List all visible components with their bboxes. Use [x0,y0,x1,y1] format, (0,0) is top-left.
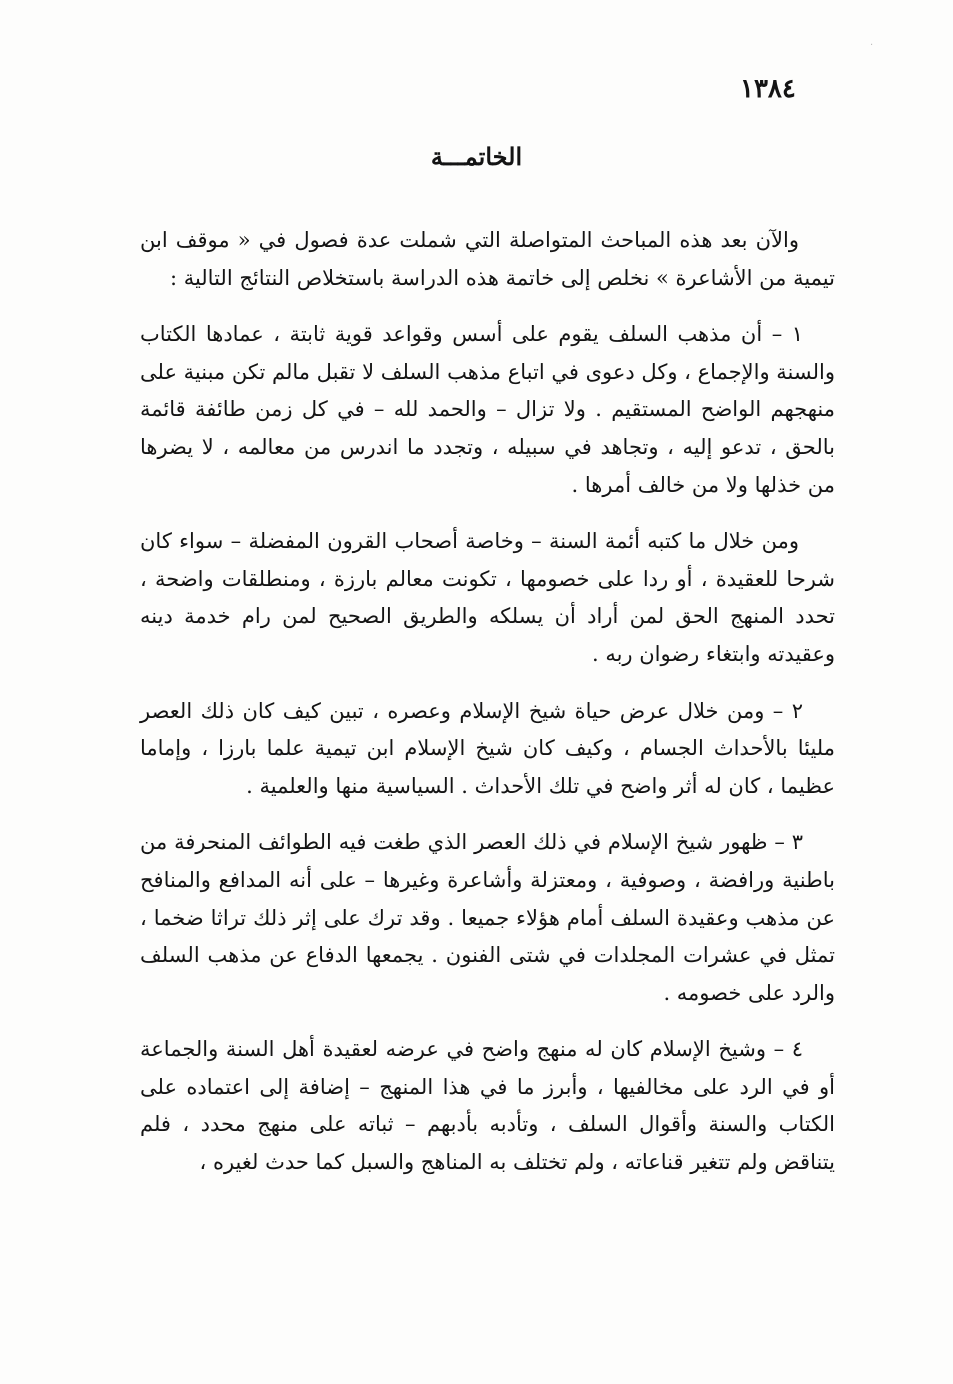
result-2-paragraph: ٢ – ومن خلال عرض حياة شيخ الإسلام وعصره ، تبين كيف كان ذلك العصر مليئا بالأحداث الجسام ، وكيف كان شيخ الإسلام ابن تيمية علما بارزا ، وإماما عظيما ، كان له أثر واضح في تلك الأحداث . السياسية منها والعلمية . [140,698,835,798]
result-1-continuation-paragraph: ومن خلال ما كتبه أئمة السنة – وخاصة أصحاب القرون المفضلة – سواء كان شرحا للعقيدة ، أو ردا على خصومها ، تكونت معالم بارزة ، ومنطلقات واضحة ، تحدد المنهج الحق لمن أراد أن يسلكه والطريق الصحيح لمن رام خدمة دينه وعقيدته وابتغاء رضوان ربه . [140,529,835,666]
result-4-paragraph: ٤ – وشيخ الإسلام كان له منهج واضح في عرضه لعقيدة أهل السنة والجماعة أو في الرد على مخالفيها ، وأبرز ما في هذا المنهج – إضافة إلى اعتماده على الكتاب والسنة وأقوال السلف ، وتأدبه بأدبهم – ثباته على منهج محدد ، فلم يتناقض ولم تتغير قناعاته ، ولم تختلف به المناهج والسبل كما حدث لغيره ، [140,1037,835,1175]
page-number: ١٣٨٤ [740,74,796,104]
chapter-title: الخاتمـــة [430,142,523,171]
result-1-paragraph: ١ – أن مذهب السلف يقوم على أسس وقواعد قوية ثابتة ، عمادها الكتاب والسنة والإجماع ، وكل دعوى في اتباع مذهب السلف لا تقبل مالم تكن مبنية على منهجهم الواضح المستقيم . ولا تزال – والحمد لله – في كل زمن طائفة قائمة بالحق ، تدعو إليه ، وتجاهد في سبيله ، وتجدد ما اندرس من معالمه ، لا يضرها من خذلها ولا من خالف أمرها . [140,322,835,497]
intro-paragraph: والآن بعد هذه المباحث المتواصلة التي شملت عدة فصول في « موقف ابن تيمية من الأشاعرة » نخلص إلى خاتمة هذه الدراسة باستخلاص النتائج التالية : [140,228,835,290]
result-3-paragraph: ٣ – ظهور شيخ الإسلام في ذلك العصر الذي طغت فيه الطوائف المنحرفة من باطنية ورافضة ، وصوفية ، ومعتزلة وأشاعرة وغيرها – على أنه المدافع والمنافح عن مذهب وعقيدة السلف أمام هؤلاء جميعا . وقد ترك على إثر ذلك تراثا ضخما ، تمثل في عشرات المجلدات في شتى الفنون . يجمعها الدفاع عن مذهب السلف والرد على خصومه . [140,830,835,1005]
page-corner-mark: · [870,40,874,51]
body-text [140,222,835,1201]
